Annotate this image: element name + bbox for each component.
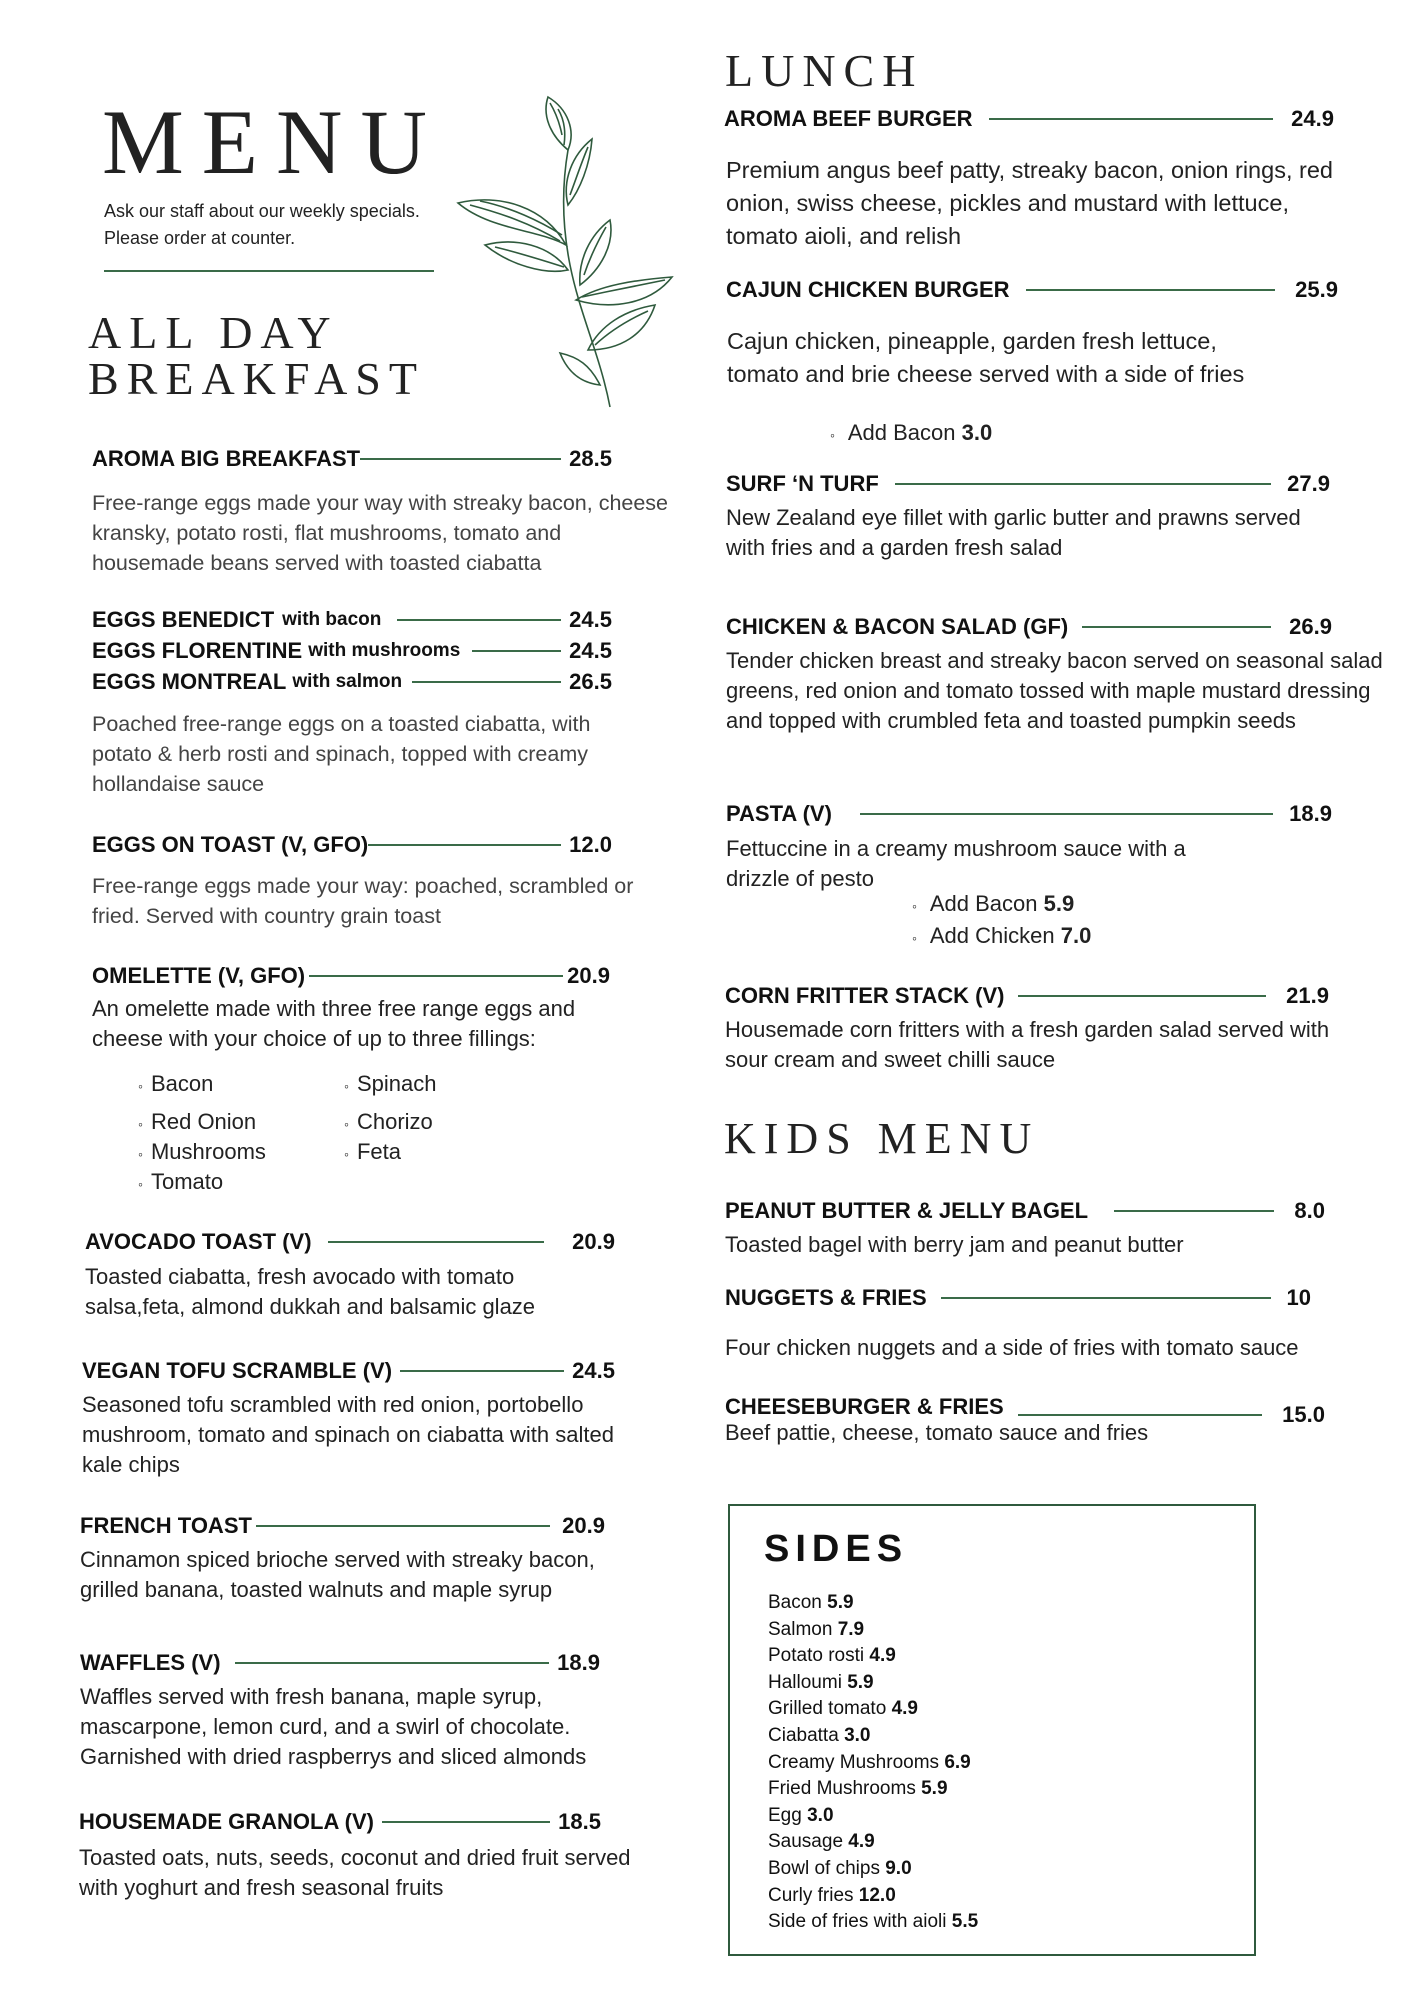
- side-price: 4.9: [848, 1831, 875, 1853]
- item-description: Free-range eggs made your way with streaky bacon, cheese kransky, potato rosti, flat mushrooms, tomato and housemade beans served with toasted ciabatta: [92, 491, 669, 575]
- item-description: New Zealand eye fillet with garlic butter and prawns served with fries and a garden fresh salad: [726, 505, 1301, 560]
- item-name: AROMA BEEF BURGER: [724, 106, 973, 131]
- side-label: Halloumi: [768, 1671, 842, 1693]
- list-item: [768, 1670, 978, 1697]
- item-price: 10: [1286, 1285, 1311, 1310]
- dotted-leader: [1026, 289, 1276, 291]
- item-name: OMELETTE (V, GFO): [92, 963, 306, 988]
- menu-item-french-toast: [80, 1513, 605, 1539]
- list-item: [768, 1856, 978, 1883]
- dotted-leader: [309, 975, 563, 977]
- item-description: Free-range eggs made your way: poached, scrambled or fried. Served with country grain toast: [92, 874, 634, 928]
- menu-item-omelette: [92, 963, 610, 989]
- dotted-leader: [360, 458, 561, 460]
- item-description: Toasted bagel with berry jam and peanut butter: [725, 1232, 1184, 1257]
- tagline-line-2: Please order at counter.: [104, 228, 296, 248]
- item-price: 12.0: [569, 832, 612, 857]
- item-description: Fettuccine in a creamy mushroom sauce with a drizzle of pesto: [726, 836, 1186, 891]
- item-subtitle: with bacon: [282, 609, 382, 630]
- item-name: AVOCADO TOAST (V): [85, 1229, 312, 1254]
- item-price: 24.5: [572, 1358, 615, 1383]
- menu-item-pasta: [726, 801, 1332, 827]
- item-name: PASTA (V): [726, 801, 832, 826]
- item-price: 24.5: [569, 638, 612, 663]
- item-price: 20.9: [572, 1229, 615, 1254]
- side-price: 9.0: [885, 1857, 912, 1879]
- item-description: Tender chicken breast and streaky bacon served on seasonal salad greens, red onion and tomato tossed with maple mustard dressing and topped with crumbled feta and toasted pumpkin seeds: [726, 648, 1383, 733]
- side-price: 5.9: [921, 1778, 948, 1800]
- list-item: [768, 1883, 978, 1910]
- eggs-description: Poached free-range eggs on a toasted ciabatta, with potato & herb rosti and spinach, topped with creamy hollandaise sauce: [92, 712, 591, 796]
- menu-item-chicken-bacon-salad: [726, 614, 1332, 640]
- item-subtitle: with salmon: [292, 671, 403, 692]
- addon-price: 5.9: [1043, 891, 1075, 916]
- item-description: Four chicken nuggets and a side of fries with tomato sauce: [725, 1335, 1299, 1360]
- menu-item-nuggets-fries: [725, 1285, 1311, 1311]
- addon-price: 7.0: [1060, 923, 1092, 948]
- item-name: AROMA BIG BREAKFAST: [92, 446, 361, 471]
- side-label: Bacon: [768, 1592, 822, 1613]
- dotted-leader: [1114, 1210, 1274, 1212]
- list-item: [768, 1696, 978, 1723]
- sides-title: SIDES: [764, 1528, 909, 1570]
- menu-item-eggs-florentine: [92, 638, 612, 664]
- item-name: CHICKEN & BACON SALAD (GF): [726, 614, 1069, 639]
- item-price: 15.0: [1282, 1402, 1325, 1427]
- tagline-line-1: Ask our staff about our weekly specials.: [104, 201, 420, 221]
- addon-bacon: [912, 891, 1074, 917]
- list-item: [768, 1909, 978, 1936]
- side-label: Curly fries: [768, 1884, 854, 1906]
- omelette-fillings-list: [138, 1071, 544, 1195]
- dotted-leader: [397, 619, 561, 621]
- list-item: ◦ Red Onion: [138, 1109, 344, 1135]
- item-price: 8.0: [1294, 1198, 1325, 1223]
- item-description: Waffles served with fresh banana, maple syrup, mascarpone, lemon curd, and a swirl of chocolate. Garnished with dried raspberrys and sliced almonds: [80, 1684, 587, 1769]
- leaf-branch-icon: [450, 95, 680, 410]
- dotted-leader: [400, 1370, 564, 1372]
- dotted-leader: [412, 681, 561, 683]
- list-item: [768, 1723, 978, 1750]
- side-price: 7.9: [837, 1618, 865, 1640]
- item-price: 28.5: [569, 446, 612, 471]
- item-price: 25.9: [1295, 277, 1338, 302]
- dotted-leader: [328, 1241, 545, 1243]
- item-name: SURF ‘N TURF: [726, 471, 879, 496]
- side-price: 5.9: [847, 1671, 874, 1693]
- item-price: 21.9: [1286, 983, 1329, 1008]
- item-price: 27.9: [1287, 471, 1330, 496]
- side-price: 3.0: [807, 1804, 834, 1826]
- list-item: [768, 1617, 978, 1644]
- item-description: Housemade corn fritters with a fresh garden salad served with sour cream and sweet chilli sauce: [725, 1017, 1330, 1072]
- list-item: [768, 1776, 978, 1803]
- side-price: 3.0: [844, 1724, 871, 1746]
- side-label: Side of fries with aioli: [768, 1911, 947, 1933]
- item-price: 20.9: [562, 1513, 605, 1538]
- item-price: 18.5: [558, 1809, 601, 1834]
- item-name: HOUSEMADE GRANOLA (V): [79, 1809, 374, 1834]
- dotted-leader: [256, 1525, 550, 1527]
- item-price: 20.9: [567, 963, 610, 988]
- menu-item-cajun-chicken-burger: [726, 277, 1338, 303]
- sides-list: [768, 1590, 978, 1936]
- item-description: Seasoned tofu scrambled with red onion, portobello mushroom, tomato and spinach on ciabatta with salted kale chips: [82, 1392, 614, 1477]
- header-divider: [104, 270, 434, 272]
- list-item: ◦ Mushrooms: [138, 1139, 344, 1165]
- list-item: ◦ Spinach: [344, 1071, 544, 1097]
- side-price: 6.9: [944, 1751, 971, 1773]
- side-label: Salmon: [768, 1618, 833, 1640]
- addon-price: 3.0: [961, 420, 993, 445]
- item-subtitle: with mushrooms: [308, 640, 461, 661]
- menu-item-surf-n-turf: [726, 471, 1330, 497]
- list-item: ◦ Feta: [344, 1139, 544, 1165]
- side-price: 5.5: [951, 1911, 979, 1933]
- dotted-leader: [1082, 626, 1271, 628]
- item-name: VEGAN TOFU SCRAMBLE (V): [82, 1358, 393, 1383]
- dotted-leader: [1018, 995, 1266, 997]
- menu-item-pbj-bagel: [725, 1198, 1325, 1224]
- side-price: 5.9: [827, 1592, 854, 1613]
- addon-label: Add Bacon: [929, 891, 1038, 916]
- list-item: ◦ Bacon: [138, 1071, 344, 1097]
- side-label: Bowl of chips: [768, 1857, 880, 1879]
- list-item: [768, 1590, 978, 1617]
- item-description: An omelette made with three free range eggs and cheese with your choice of up to three fillings:: [92, 996, 576, 1051]
- side-label: Potato rosti: [768, 1645, 865, 1667]
- side-label: Grilled tomato: [768, 1698, 887, 1720]
- menu-item-eggs-on-toast: [92, 832, 612, 858]
- menu-item-waffles: [80, 1650, 600, 1676]
- list-item: [768, 1829, 978, 1856]
- item-name: WAFFLES (V): [80, 1650, 221, 1675]
- side-label: Egg: [768, 1804, 802, 1826]
- item-description: Beef pattie, cheese, tomato sauce and fries: [725, 1420, 1149, 1445]
- menu-item-eggs-montreal: [92, 669, 612, 695]
- side-label: Ciabatta: [768, 1724, 839, 1746]
- item-description: Cajun chicken, pineapple, garden fresh lettuce, tomato and brie cheese served with a side of fries: [727, 328, 1245, 387]
- list-item: ◦ Chorizo: [344, 1109, 544, 1135]
- dotted-leader: [235, 1662, 550, 1664]
- item-name: EGGS FLORENTINE: [92, 638, 303, 663]
- list-item: [768, 1803, 978, 1830]
- item-price: 18.9: [557, 1650, 600, 1675]
- item-price: 26.9: [1289, 614, 1332, 639]
- item-name: PEANUT BUTTER & JELLY BAGEL: [725, 1198, 1089, 1223]
- list-item: ◦ Tomato: [138, 1169, 344, 1195]
- side-price: 4.9: [891, 1698, 918, 1720]
- side-label: Fried Mushrooms: [768, 1778, 916, 1800]
- item-description: Toasted ciabatta, fresh avocado with tomato salsa,feta, almond dukkah and balsamic glaze: [85, 1264, 536, 1319]
- menu-item-eggs-benedict: [92, 607, 612, 633]
- menu-item-aroma-beef-burger: [724, 106, 1334, 132]
- dotted-leader: [1018, 1414, 1262, 1416]
- side-label: Creamy Mushrooms: [768, 1751, 940, 1773]
- dotted-leader: [989, 118, 1274, 120]
- sides-box: [728, 1504, 1256, 1956]
- side-label: Sausage: [768, 1831, 844, 1853]
- menu-tagline: [104, 198, 420, 252]
- item-price: 18.9: [1289, 801, 1332, 826]
- side-price: 12.0: [858, 1884, 896, 1906]
- item-name: EGGS BENEDICT: [92, 607, 275, 632]
- dotted-leader: [895, 483, 1271, 485]
- menu-item-big-breakfast: [92, 446, 612, 472]
- item-name: CHEESEBURGER & FRIES: [725, 1394, 1004, 1419]
- item-name: EGGS ON TOAST (V, GFO): [92, 832, 369, 857]
- item-name: CAJUN CHICKEN BURGER: [726, 277, 1010, 302]
- breakfast-title-line-2: BREAKFAST: [88, 353, 425, 404]
- item-name: EGGS MONTREAL: [92, 669, 287, 694]
- item-description: Toasted oats, nuts, seeds, coconut and dried fruit served with yoghurt and fresh seasonal fruits: [79, 1845, 631, 1900]
- addon-bacon: [830, 420, 992, 446]
- item-description: Cinnamon spiced brioche served with streaky bacon, grilled banana, toasted walnuts and maple syrup: [80, 1547, 595, 1602]
- breakfast-section-title: [88, 307, 425, 404]
- item-description: Premium angus beef patty, streaky bacon, onion rings, red onion, swiss cheese, pickles and mustard with lettuce, tomato aioli, and relish: [726, 157, 1333, 249]
- dotted-leader: [860, 813, 1273, 815]
- dotted-leader: [472, 650, 561, 652]
- list-item: [768, 1643, 978, 1670]
- list-item: [768, 1750, 978, 1777]
- item-name: NUGGETS & FRIES: [725, 1285, 927, 1310]
- dotted-leader: [941, 1297, 1271, 1299]
- menu-item-corn-fritter-stack: [725, 983, 1329, 1009]
- breakfast-title-line-1: ALL DAY: [88, 307, 339, 358]
- menu-title: MENU: [102, 91, 445, 193]
- addon-label: Add Bacon: [847, 420, 956, 445]
- lunch-section-title: LUNCH: [725, 45, 924, 96]
- addon-chicken: [912, 923, 1091, 949]
- kids-section-title: KIDS MENU: [724, 1114, 1040, 1163]
- menu-item-vegan-tofu-scramble: [82, 1358, 615, 1384]
- item-name: CORN FRITTER STACK (V): [725, 983, 1005, 1008]
- dotted-leader: [368, 844, 561, 846]
- item-price: 24.9: [1291, 106, 1334, 131]
- menu-item-housemade-granola: [79, 1809, 601, 1835]
- menu-item-avocado-toast: [85, 1229, 615, 1255]
- item-name: FRENCH TOAST: [80, 1513, 252, 1538]
- dotted-leader: [382, 1821, 550, 1823]
- item-price: 24.5: [569, 607, 612, 632]
- side-price: 4.9: [869, 1645, 896, 1667]
- item-price: 26.5: [569, 669, 612, 694]
- addon-label: Add Chicken: [929, 923, 1055, 948]
